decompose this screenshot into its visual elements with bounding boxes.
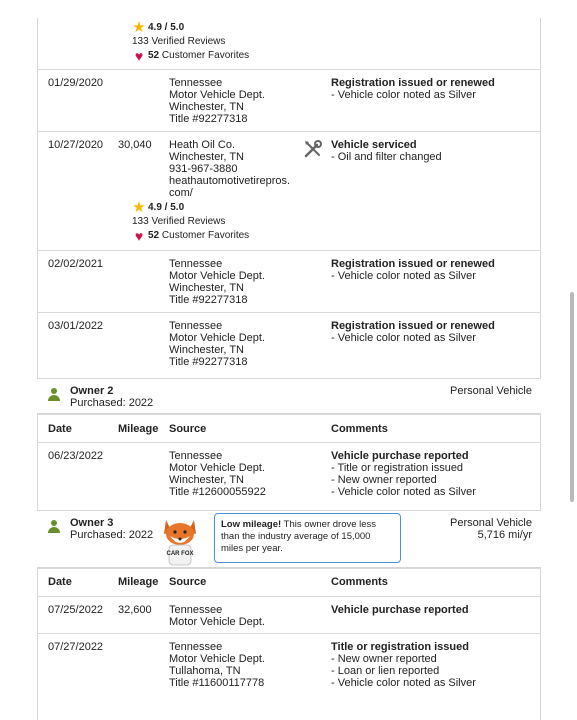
record-source: Tennessee Motor Vehicle Dept. Winchester, TN Title #92277318	[169, 258, 265, 306]
rating-score: 4.9 / 5.0	[148, 22, 185, 33]
person-icon	[48, 388, 60, 402]
record-comments: Vehicle serviced - Oil and filter changed	[331, 139, 442, 163]
record-date: 10/27/2020	[48, 139, 104, 151]
favorites-label: Customer Favorites	[161, 50, 250, 61]
record-source: Heath Oil Co. Winchester, TN 931-967-3880 heathautomotivetirepros. com/	[169, 139, 291, 199]
owner-mileage-rate: 5,716 mi/yr	[477, 529, 532, 541]
table-row	[37, 312, 541, 372]
record-source: Tennessee Motor Vehicle Dept. Winchester, TN Title #12600055922	[169, 450, 266, 498]
service-rating	[132, 21, 249, 63]
favorites-label: Customer Favorites	[161, 230, 250, 241]
scrollbar-thumb[interactable]	[570, 292, 574, 502]
table-row	[37, 131, 541, 250]
column-date: Date	[48, 423, 72, 435]
carfax-fox-mascot-icon	[158, 516, 202, 568]
record-date: 06/23/2022	[48, 450, 104, 462]
record-mileage: 32,600	[118, 604, 152, 616]
table-row	[37, 69, 541, 131]
record-source: Tennessee Motor Vehicle Dept. Winchester, TN Title #92277318	[169, 320, 265, 368]
star-icon: ★	[132, 19, 146, 36]
star-icon: ★	[132, 199, 146, 216]
owner-vehicle-type: Personal Vehicle	[450, 385, 532, 397]
record-comments: Title or registration issued - New owner reported - Loan or lien reported - Vehicle color noted as Silver	[331, 641, 476, 689]
low-mileage-tooltip: Low mileage! This owner drove less than the industry average of 15,000 miles per year.	[214, 513, 401, 563]
column-source: Source	[169, 423, 207, 435]
record-source: Tennessee Motor Vehicle Dept. Winchester, TN Title #92277318	[169, 77, 265, 125]
column-mileage: Mileage	[118, 576, 159, 588]
record-mileage: 30,040	[118, 139, 152, 151]
column-source: Source	[169, 576, 207, 588]
owner-vehicle-type: Personal Vehicle 5,716 mi/yr	[450, 517, 532, 541]
record-date: 03/01/2022	[48, 320, 104, 332]
heart-icon: ♥	[134, 48, 144, 64]
record-date: 07/27/2022	[48, 641, 104, 653]
svg-text:CAR FOX: CAR FOX	[166, 551, 194, 557]
column-mileage: Mileage	[118, 423, 159, 435]
record-source: Tennessee Motor Vehicle Dept. Tullahoma, TN Title #11600117778	[169, 641, 265, 689]
owner-title: Owner 2	[70, 385, 114, 397]
table-header	[37, 414, 541, 442]
record-comments: Vehicle purchase reported	[331, 604, 469, 616]
record-comments: Registration issued or renewed - Vehicle color noted as Silver	[331, 77, 495, 101]
favorites-count: 52	[148, 50, 160, 61]
column-comments: Comments	[331, 423, 388, 435]
record-date: 02/02/2021	[48, 258, 104, 270]
table-row	[37, 250, 541, 312]
record-source: Tennessee Motor Vehicle Dept.	[169, 604, 265, 628]
owner-2-header	[37, 378, 541, 414]
rating-reviews: 133 Verified Reviews	[132, 36, 226, 47]
record-comments: Registration issued or renewed - Vehicle color noted as Silver	[331, 320, 495, 344]
person-icon	[48, 520, 60, 534]
table-row	[37, 633, 541, 695]
column-comments: Comments	[331, 576, 388, 588]
record-date: 07/25/2022	[48, 604, 104, 616]
service-rating	[132, 201, 249, 243]
owner-title: Owner 3	[70, 517, 114, 529]
owner-purchased: Purchased: 2022	[70, 397, 154, 409]
record-comments: Registration issued or renewed - Vehicle color noted as Silver	[331, 258, 495, 282]
heart-icon: ♥	[134, 228, 144, 244]
favorites-count: 52	[148, 230, 160, 241]
record-comments: Vehicle purchase reported - Title or registration issued - New owner reported - Vehicle color noted as Silver	[331, 450, 476, 498]
table-row	[37, 596, 541, 633]
column-date: Date	[48, 576, 72, 588]
table-header	[37, 568, 541, 596]
owner-purchased: Purchased: 2022	[70, 529, 154, 541]
rating-score: 4.9 / 5.0	[148, 202, 185, 213]
record-date: 01/29/2020	[48, 77, 104, 89]
wrench-screwdriver-icon	[303, 139, 323, 159]
table-row	[37, 442, 541, 504]
rating-reviews: 133 Verified Reviews	[132, 216, 226, 227]
